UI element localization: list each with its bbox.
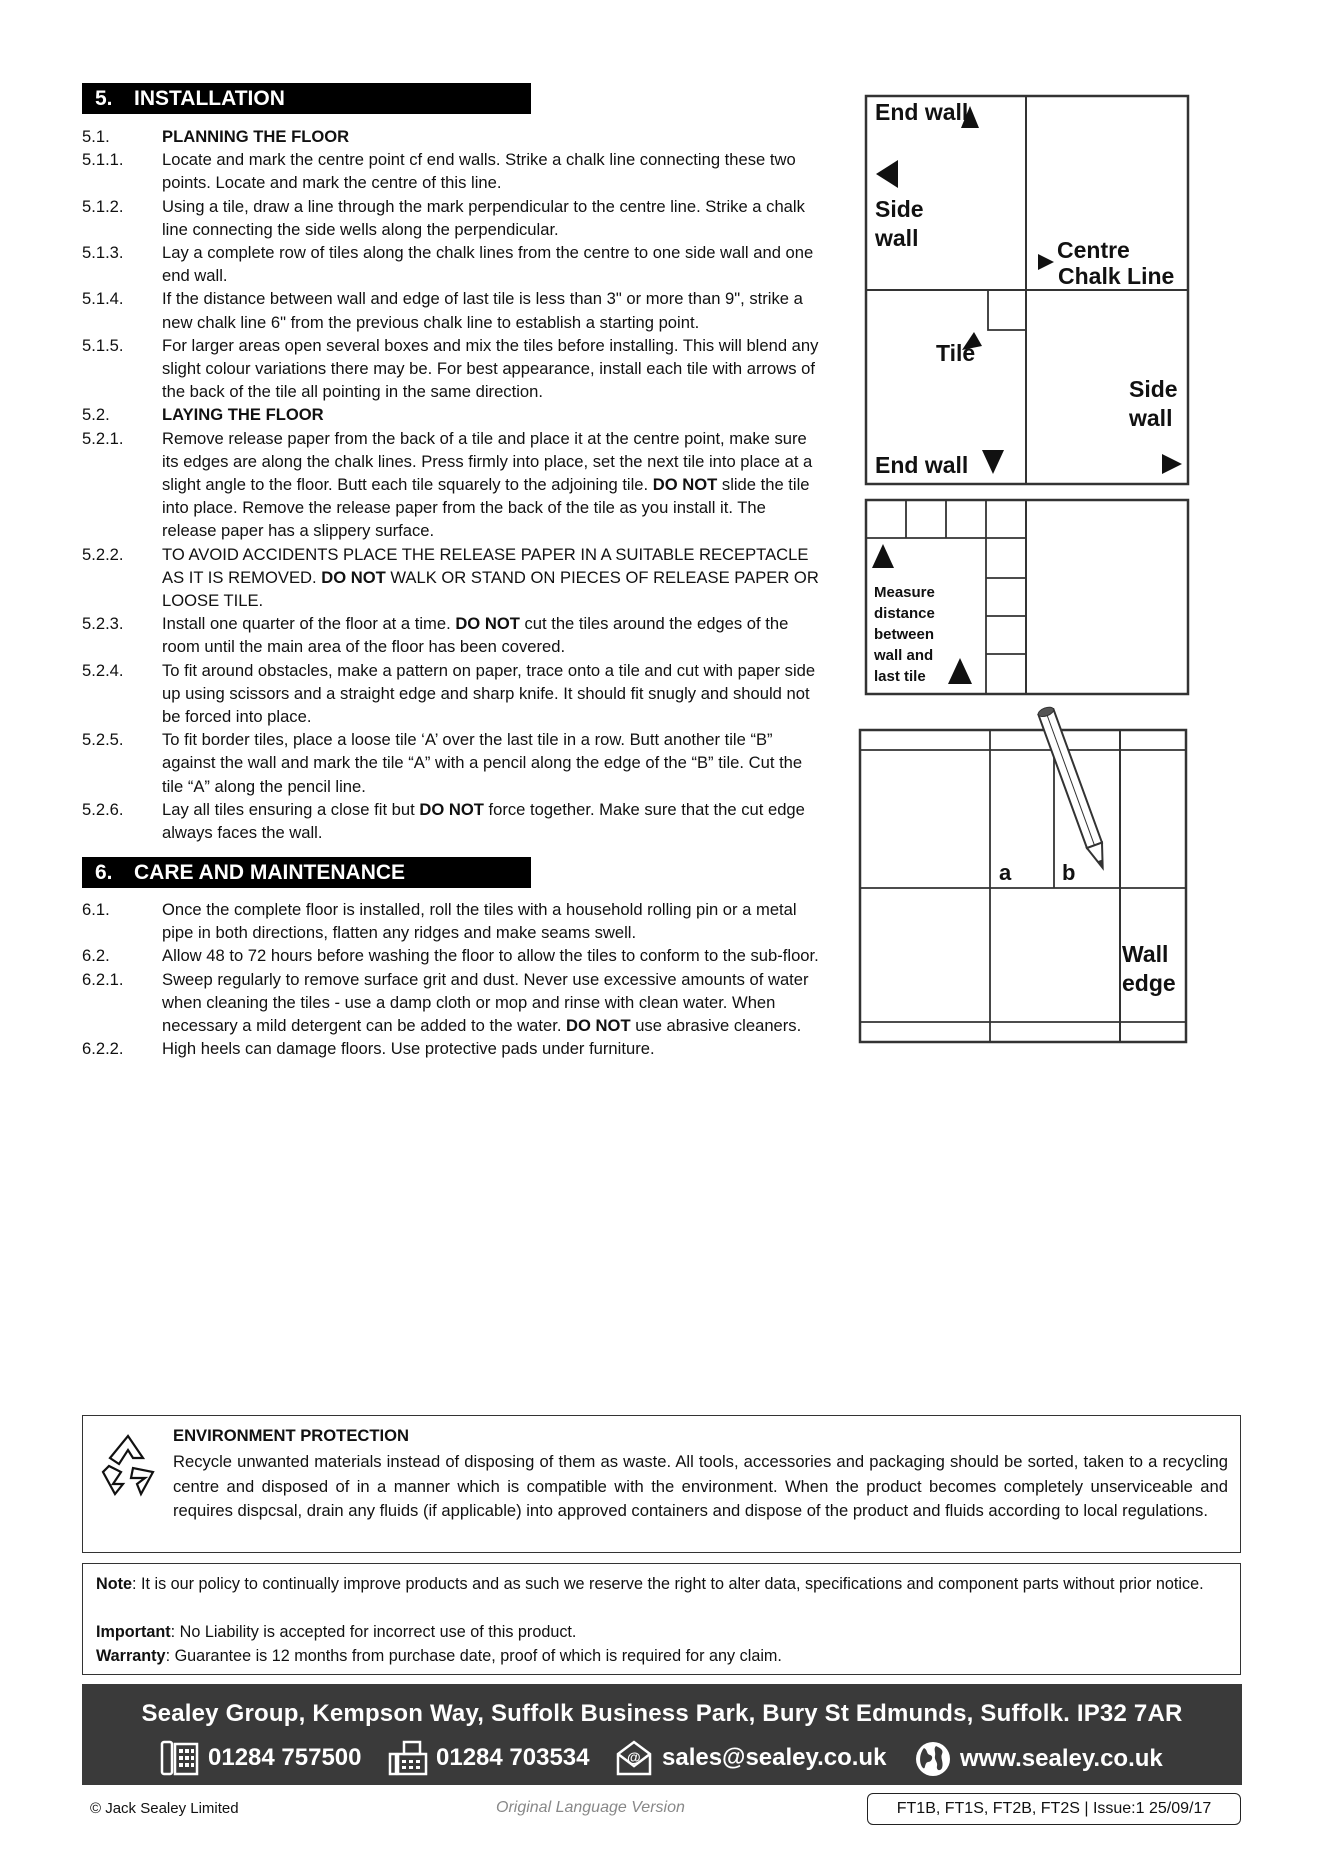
note-text: : It is our policy to continually improve products and as such we reserve the right to alter data, specifications and component parts without prior notice. [131,1575,1204,1593]
list-item [82,968,822,1038]
list-item [82,287,822,333]
item-number: 6.2.1. [82,969,124,989]
item-text: To fit border tiles, place a loose tile ‘A’ over the last tile in a row. Butt another tile “B” against the wall and mark the tile “A” with a pencil along the edge of the “B” tile. Cut the tile “A” along the pencil line. [162,730,803,796]
section-6-header [82,857,531,888]
item-text-pre: Sweep regularly to remove surface grit and dust. Never use excessive amounts of water when cleaning the tiles - use a damp cloth or mop and rinse with clean water. When necessary a mild detergent can be added to the water. [162,969,809,1036]
fax-contact[interactable] [388,1740,590,1776]
globe-icon [914,1740,952,1778]
item-number: 5.2.4. [82,660,124,680]
measure-label [874,582,935,687]
item-text [162,968,822,1038]
item-text: Allow 48 to 72 hours before washing the floor to allow the tiles to conform to the sub-floor. [162,946,819,966]
warranty-label: Warranty [96,1647,166,1665]
measure-line: wall and [874,647,934,664]
environment-protection-box [82,1415,1241,1553]
care-list [82,898,822,1060]
environment-text: Recycle unwanted materials instead of disposing of them as waste. All tools, accessories and packaging should be sorted, taken to a recycling centre and disposed of in a manner which is compatible with the environment. When the product becomes completely unserviceable and requires dispcsal, drain any fluids (if applicable) into approved containers and dispose of the product and fluids according to local regulations. [173,1452,1228,1521]
item-text: Lay a complete row of tiles along the chalk lines from the centre to one side wall and one end wall. [162,243,814,286]
item-number: 5.2.3. [82,614,124,634]
item-text [162,612,822,658]
important-text: : No Liability is accepted for incorrect use of this product. [170,1623,577,1641]
item-text-bold: DO NOT [652,475,718,495]
measure-line: distance [874,605,935,622]
list-item [82,898,822,944]
label-wall-edge-1: Wall [1122,941,1169,967]
list-item [82,195,822,241]
list-item [82,334,822,404]
arrow-up-icon [948,658,972,684]
item-text-bold: DO NOT [566,1016,631,1036]
label-wall-edge-2: edge [1122,970,1176,996]
label-centre-1: Centre [1057,237,1130,263]
phone-contact[interactable] [160,1740,362,1776]
list-item [82,148,822,194]
item-number: 5.1. [82,127,110,146]
list-item [82,241,822,287]
list-item [82,403,822,426]
fax-icon [388,1740,428,1776]
label-end-wall-top: End wall [875,99,969,125]
web-contact[interactable] [914,1740,1163,1778]
item-text-pre: TO AVOID ACCIDENTS PLACE THE RELEASE PAPER IN A SUITABLE RECEPTACLE AS IT IS REMOVED. [162,544,809,587]
section-title: CARE AND MAINTENANCE [134,861,406,884]
important-label: Important [96,1623,171,1641]
arrow-left-icon [876,160,898,188]
company-address: Sealey Group, Kempson Way, Suffolk Business Park, Bury St Edmunds, Suffolk. IP32 7AR [141,1700,1183,1727]
contact-bar [82,1684,1242,1785]
important-line [96,1620,1231,1644]
list-item [82,1037,822,1060]
item-text-pre: Lay all tiles ensuring a close fit but [162,799,420,819]
item-number: 5.1.4. [82,289,124,309]
email-contact[interactable] [614,1740,886,1776]
item-text: To fit around obstacles, make a pattern on paper, trace onto a tile and cut with paper side up using scissors and a straight edge and sharp knife. It should fit snugly and should not be forced into place. [162,660,816,727]
label-a: a [999,860,1012,885]
measure-distance-diagram [864,498,1190,696]
list-item [82,944,822,967]
item-text: If the distance between wall and edge of last tile is less than 3" or more than 9", strike a new chalk line 6" from the previous chalk line to establish a starting point. [162,289,803,332]
item-text: Locate and mark the centre point cf end walls. Strike a chalk line connecting these two points. Locate and mark the centre of this line. [162,150,796,193]
arrow-down-icon [982,450,1004,474]
section-number: 6. [95,861,113,884]
item-number: 5.1.5. [82,335,124,355]
item-number: 5.2.2. [82,544,124,564]
phone-number: 01284 757500 [208,1744,362,1771]
item-text-post: force together. Make sure that the cut edge always faces the wall. [162,799,805,843]
item-number: 5.2.5. [82,730,124,750]
label-side-wall-left-2: wall [875,225,919,251]
item-number: 6.2.2. [82,1039,124,1059]
section-title: INSTALLATION [134,87,285,110]
arrow-right-icon [1038,254,1054,270]
copyright: © Jack Sealey Limited [90,1800,239,1817]
item-number: 6.1. [82,900,110,919]
item-number: 6.2. [82,946,110,966]
email-address: sales@sealey.co.uk [662,1744,887,1771]
item-text-post: slide the tile into place. Remove the release paper from the back of the tile as you install it. The release paper has a slippery surface. [162,475,810,541]
list-item [82,659,822,729]
item-text: Once the complete floor is installed, roll the tiles with a household rolling pin or a metal pipe in both directions, flatten any ridges and make seams swell. [162,900,797,943]
label-side-wall-left-1: Side [875,196,924,222]
svg-text:@: @ [627,1749,641,1765]
item-text-post: use abrasive cleaners. [630,1016,802,1036]
item-number: 5.1.1. [82,150,124,170]
arrow-up-icon [872,544,894,568]
item-text-pre: Install one quarter of the floor at a time. [162,614,456,634]
label-centre-2: Chalk Line [1058,263,1175,289]
list-item [82,798,822,844]
installation-list [82,125,822,844]
item-number: 5.2.1. [82,428,124,448]
item-text-pre: Remove release paper from the back of a tile and place it at the centre point, make sure its edges are along the chalk lines. Press firmly into place, set the next tile into place at a slight angle to the floor. Butt each tile squarely to the adjoining tile. [162,428,813,495]
model-issue-badge: FT1B, FT1S, FT2B, FT2S | Issue:1 25/09/17 [867,1793,1241,1825]
item-number: 5.2.6. [82,799,124,819]
label-side-wall-right-1: Side [1129,376,1178,402]
phone-icon [160,1740,200,1776]
item-text-post: cut the tiles around the edges of the room until the main area of the floor has been covered. [162,614,789,657]
item-number: 5.1.2. [82,196,124,216]
section-5-header [82,83,531,114]
item-number: 5.2. [82,405,110,425]
list-item [82,612,822,658]
item-text-bold: DO NOT [321,567,386,587]
language-version: Original Language Version [496,1799,685,1816]
item-text-bold: DO NOT [455,614,520,634]
item-text: Using a tile, draw a line through the mark perpendicular to the centre line. Strike a chalk line connecting the side wells along the perpendicular. [162,196,805,239]
list-item [82,427,822,543]
list-item [82,728,822,798]
label-side-wall-right-2: wall [1129,405,1173,431]
item-text: For larger areas open several boxes and mix the tiles before installing. This will blend any slight colour variations there may be. For best appearance, install each tile with arrows of the back of the tile all pointing in the same direction. [162,335,819,402]
label-b: b [1062,860,1076,885]
item-text: High heels can damage floors. Use protective pads under furniture. [162,1039,655,1059]
list-item [82,125,822,148]
warranty-line [96,1644,1231,1668]
measure-line: Measure [874,584,935,601]
note-line [96,1572,1231,1596]
item-text [162,543,822,613]
arrow-right-icon [1162,454,1182,474]
item-text-bold: DO NOT [419,799,484,819]
label-tile: Tile [936,340,976,366]
item-text-post: WALK OR STAND ON PIECES OF RELEASE PAPER OR LOOSE TILE. [162,567,819,611]
item-text: LAYING THE FLOOR [162,405,324,425]
recycle-icon [95,1432,161,1498]
section-number: 5. [95,87,113,110]
item-text [162,427,822,543]
warranty-text: : Guarantee is 12 months from purchase date, proof of which is required for any claim. [165,1647,782,1665]
notes-box [82,1563,1241,1675]
email-icon [614,1740,654,1776]
note-label: Note [96,1575,132,1593]
web-address: www.sealey.co.uk [960,1745,1163,1772]
item-text [162,798,822,844]
list-item [82,543,822,613]
measure-line: last tile [874,668,926,685]
label-end-wall-bottom: End wall [875,452,969,478]
item-number: 5.1.3. [82,243,124,263]
environment-title: ENVIRONMENT PROTECTION [173,1426,410,1445]
item-text: PLANNING THE FLOOR [162,127,350,146]
border-tile-diagram [858,696,1190,1050]
floor-layout-diagram [864,94,1190,486]
fax-number: 01284 703534 [436,1744,590,1771]
measure-line: between [874,626,935,643]
